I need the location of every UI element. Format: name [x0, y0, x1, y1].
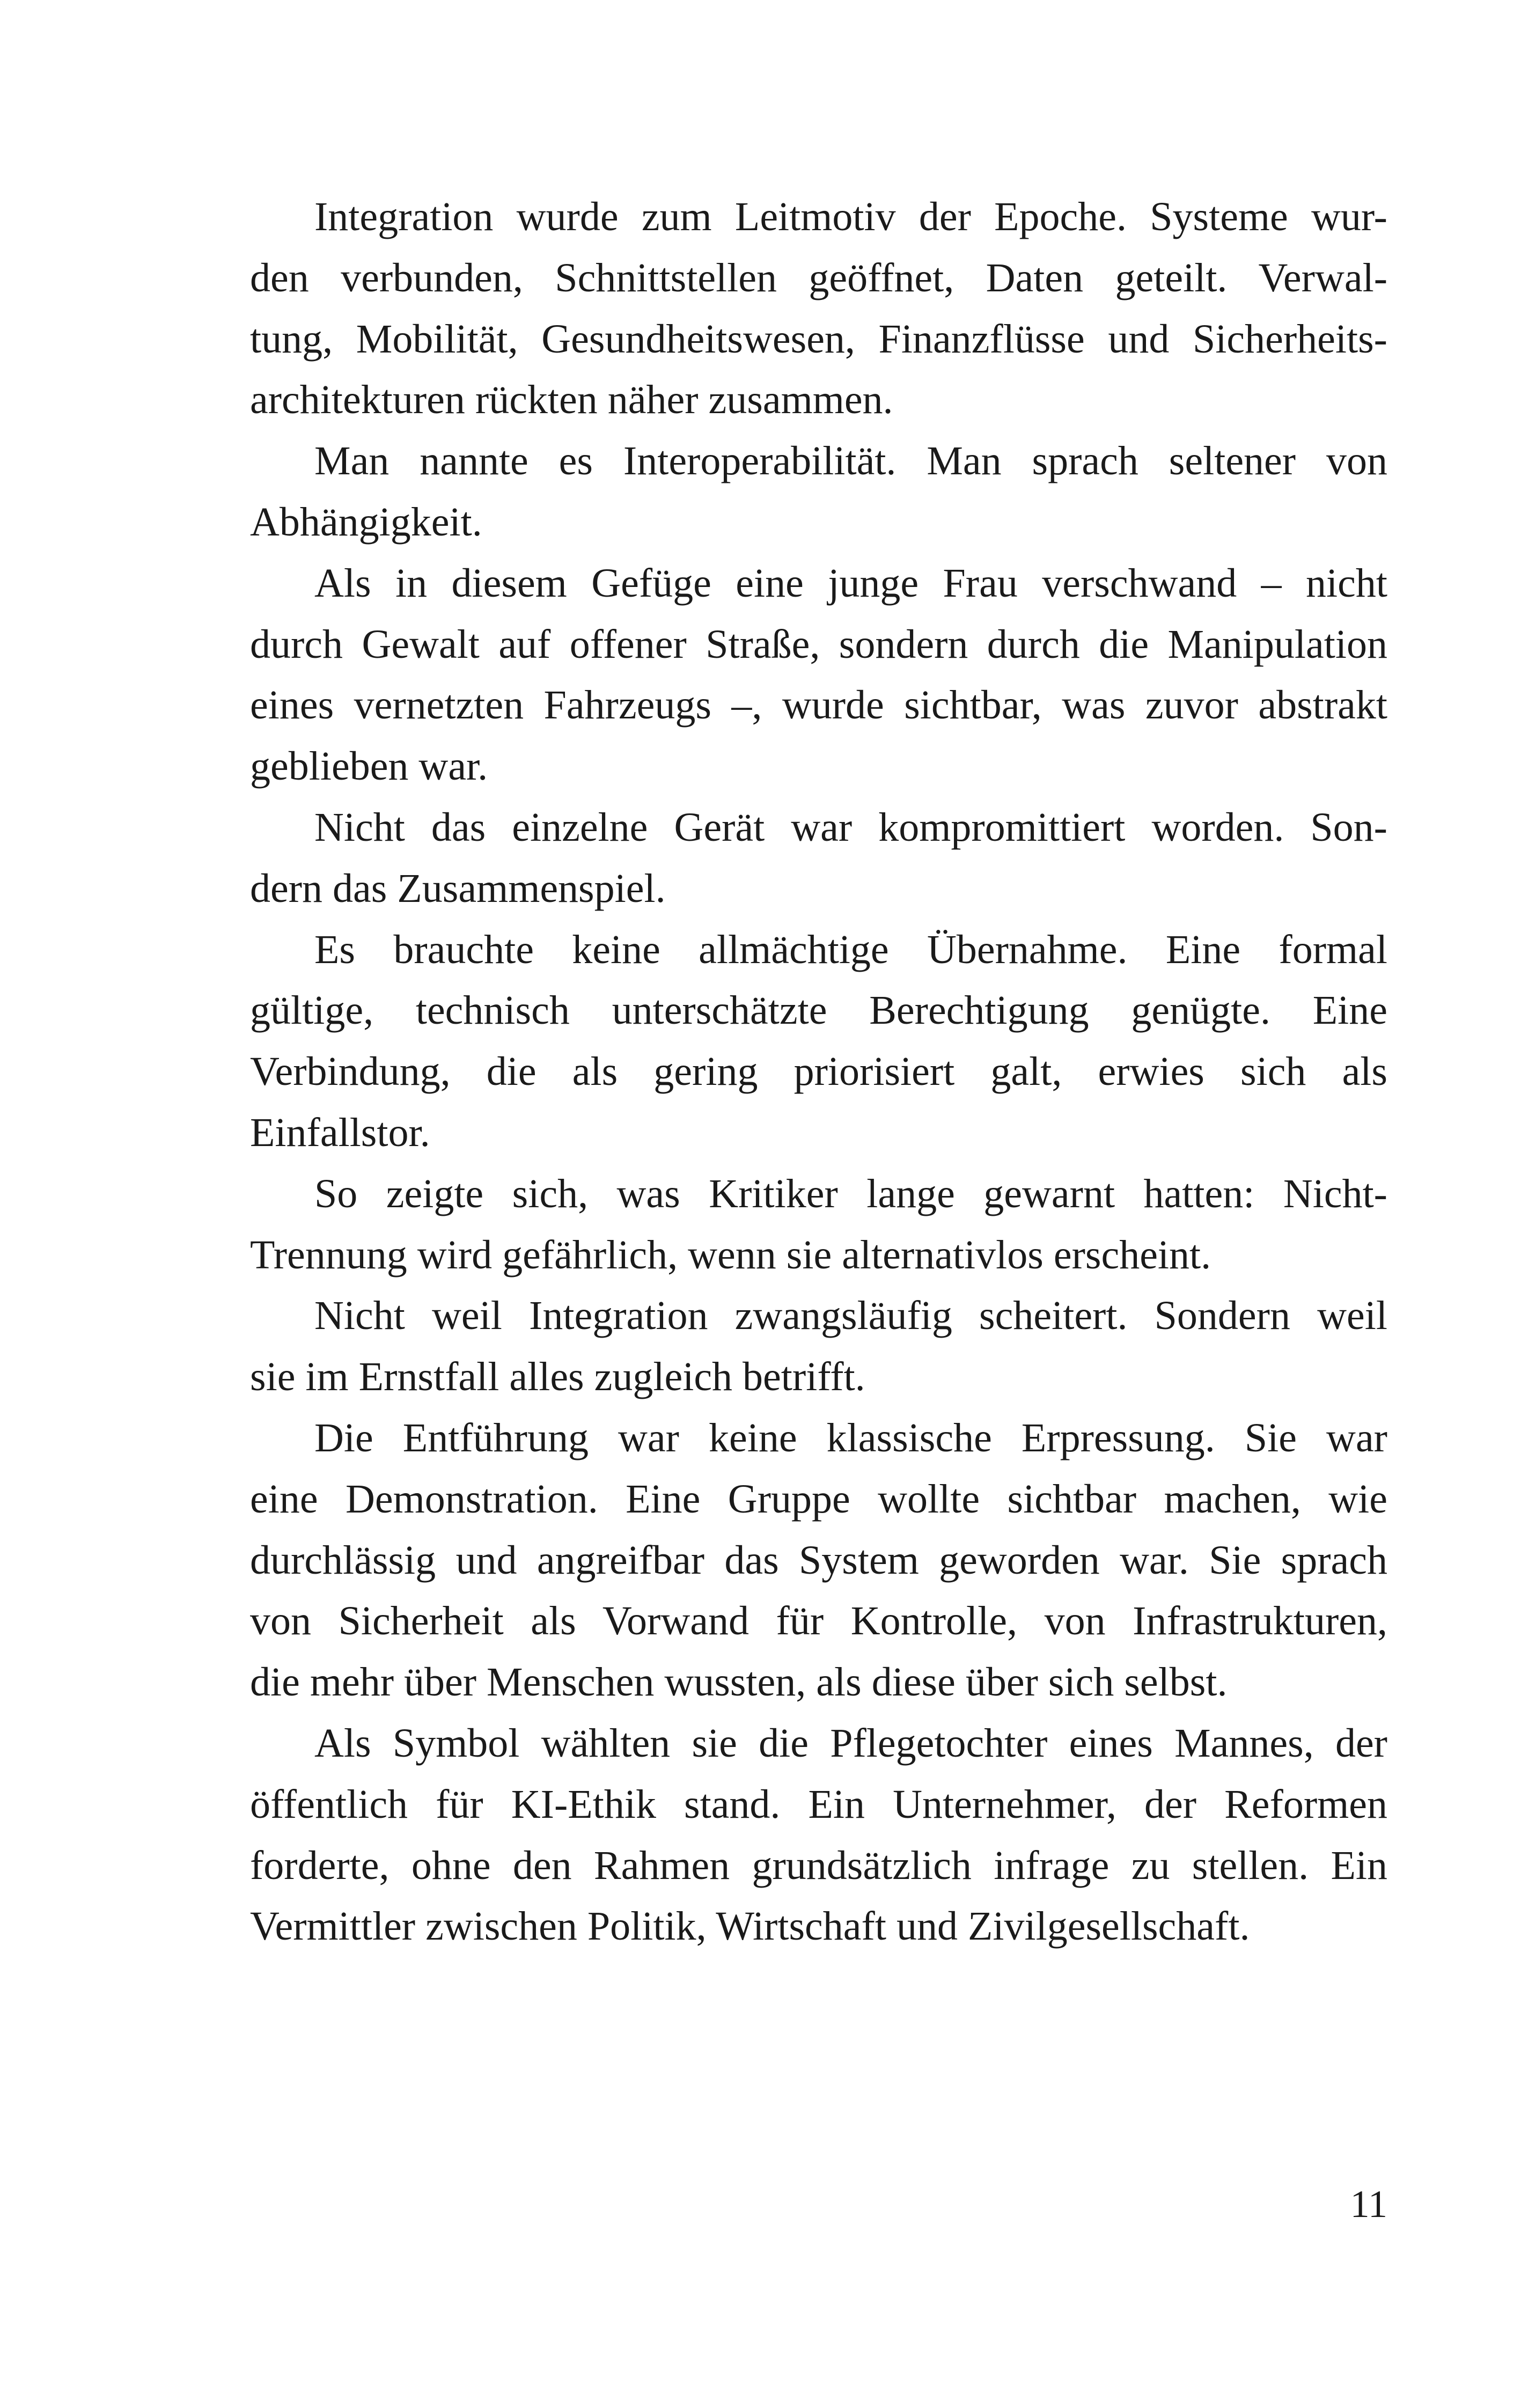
text-line: öffentlich für KI-Ethik stand. Ein Unternehmer, der Reformen	[250, 1781, 1387, 1827]
text-line: dern das Zusammenspiel.	[250, 865, 666, 911]
text-line: Integration wurde zum Leitmotiv der Epoche. Systeme wur-	[314, 194, 1387, 239]
text-line: eines vernetzten Fahrzeugs –, wurde sichtbar, was zuvor abstrakt	[250, 682, 1387, 728]
text-line: geblieben war.	[250, 744, 488, 789]
text-line: Einfallstor.	[250, 1110, 430, 1155]
text-line: architekturen rückten näher zusammen.	[250, 377, 893, 423]
text-line: So zeigte sich, was Kritiker lange gewarnt hatten: Nicht-	[314, 1171, 1387, 1216]
text-line: eine Demonstration. Eine Gruppe wollte sichtbar machen, wie	[250, 1476, 1387, 1522]
text-line: Verbindung, die als gering priorisiert galt, erwies sich als	[250, 1049, 1387, 1095]
text-line: von Sicherheit als Vorwand für Kontrolle, von Infrastrukturen,	[250, 1598, 1387, 1644]
text-line: die mehr über Menschen wussten, als diese über sich selbst.	[250, 1660, 1228, 1705]
text-line: Man nannte es Interoperabilität. Man sprach seltener von	[314, 438, 1387, 484]
text-line: durch Gewalt auf offener Straße, sondern durch die Manipulation	[250, 621, 1387, 667]
text-line: Die Entführung war keine klassische Erpressung. Sie war	[314, 1415, 1387, 1460]
text-line: Nicht weil Integration zwangsläufig scheitert. Sondern weil	[314, 1293, 1387, 1339]
text-line: sie im Ernstfall alles zugleich betrifft.	[250, 1354, 865, 1400]
text-line: forderte, ohne den Rahmen grundsätzlich infrage zu stellen. Ein	[250, 1842, 1387, 1888]
body-text	[250, 187, 1387, 1957]
text-line: Als Symbol wählten sie die Pflegetochter eines Mannes, der	[314, 1720, 1387, 1766]
text-line: gültige, technisch unterschätzte Berechtigung genügte. Eine	[250, 988, 1387, 1033]
text-line: Vermittler zwischen Politik, Wirtschaft und Zivilgesellschaft.	[250, 1904, 1250, 1949]
text-line: Als in diesem Gefüge eine junge Frau verschwand – nicht	[314, 560, 1387, 606]
text-line: Nicht das einzelne Gerät war kompromittiert worden. Son-	[314, 804, 1387, 850]
text-line: Trennung wird gefährlich, wenn sie alternativlos erscheint.	[250, 1232, 1211, 1278]
page-number: 11	[1350, 2183, 1387, 2226]
text-line: durchlässig und angreifbar das System geworden war. Sie sprach	[250, 1537, 1387, 1583]
text-line: Abhängigkeit.	[250, 499, 482, 545]
text-line: Es brauchte keine allmächtige Übernahme. Eine formal	[314, 927, 1387, 972]
text-line: den verbunden, Schnittstellen geöffnet, Daten geteilt. Verwal-	[250, 255, 1387, 300]
text-line: tung, Mobilität, Gesundheitswesen, Finanzflüsse und Sicherheits-	[250, 316, 1387, 362]
